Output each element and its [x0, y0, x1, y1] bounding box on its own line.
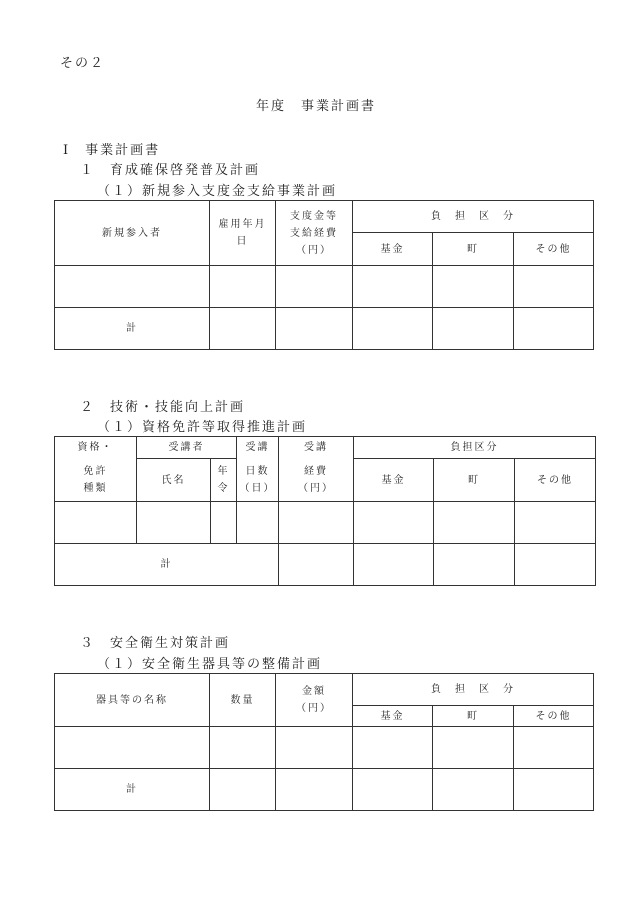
header-town: 町 — [433, 233, 514, 266]
header-burden: 負 担 区 分 — [353, 201, 594, 233]
table-cell[interactable] — [276, 308, 353, 350]
header-other: その他 — [514, 233, 594, 266]
header-burden: 負 担 区 分 — [353, 674, 594, 706]
table-cell[interactable] — [353, 308, 433, 350]
header-town: 町 — [433, 706, 514, 727]
table-cell[interactable] — [55, 266, 210, 308]
header-other: その他 — [515, 459, 596, 502]
table-cell[interactable] — [276, 769, 353, 811]
table-cell[interactable] — [353, 769, 433, 811]
total-row — [55, 544, 596, 586]
total-label: 計 — [55, 544, 279, 586]
header-days-cont: 日数 （日） — [237, 459, 279, 502]
table-cell[interactable] — [434, 544, 515, 586]
table-row — [55, 266, 594, 308]
total-row — [55, 308, 594, 350]
header-days: 受講 — [237, 437, 279, 459]
table-cell[interactable] — [55, 502, 137, 544]
section-1-1-heading: （１）新規参入支度金支給事業計画 — [97, 184, 338, 199]
table-cell[interactable] — [137, 502, 211, 544]
header-fund: 基金 — [353, 706, 433, 727]
table-cell[interactable] — [433, 266, 514, 308]
section-2-1-heading: （１）資格免許等取得推進計画 — [97, 420, 308, 435]
header-license-type: 資格・ — [55, 437, 137, 459]
table-cell[interactable] — [353, 266, 433, 308]
section-3-1-heading: （１）安全衛生器具等の整備計画 — [97, 657, 323, 672]
page-title: 年度 事業計画書 — [256, 99, 377, 114]
section-3-heading: ３ 安全衛生対策計画 — [80, 636, 231, 651]
header-town: 町 — [434, 459, 515, 502]
table-cell[interactable] — [210, 266, 276, 308]
safety-equipment-table — [54, 673, 594, 811]
table-cell[interactable] — [210, 727, 276, 769]
license-acquisition-table — [54, 436, 596, 586]
header-burden: 負担区分 — [354, 437, 596, 459]
table-cell[interactable] — [210, 308, 276, 350]
page-label: その２ — [60, 56, 106, 71]
header-training-cost-cont: 経費 （円） — [279, 459, 354, 502]
table-cell[interactable] — [276, 266, 353, 308]
table-cell[interactable] — [433, 308, 514, 350]
table-cell[interactable] — [354, 502, 434, 544]
table-cell[interactable] — [514, 308, 594, 350]
total-label: 計 — [55, 308, 210, 350]
header-equipment-name: 器具等の名称 — [55, 674, 210, 727]
section-1-heading: １ 育成確保啓発普及計画 — [80, 163, 261, 178]
header-trainee: 受講者 — [137, 437, 237, 459]
table-row — [55, 502, 596, 544]
section-main-heading: Ⅰ 事業計画書 — [63, 143, 161, 158]
table-cell[interactable] — [433, 769, 514, 811]
header-license-type-cont: 免許 種類 — [55, 459, 137, 502]
table-cell[interactable] — [55, 727, 210, 769]
table-cell[interactable] — [237, 502, 279, 544]
table-cell[interactable] — [514, 769, 594, 811]
header-fund: 基金 — [353, 233, 433, 266]
table-cell[interactable] — [354, 544, 434, 586]
header-name: 氏名 — [137, 459, 211, 502]
table-cell[interactable] — [433, 727, 514, 769]
header-newcomer: 新規参入者 — [55, 201, 210, 266]
header-training-cost: 受講 — [279, 437, 354, 459]
table-cell[interactable] — [211, 502, 237, 544]
newcomer-allowance-table — [54, 200, 594, 350]
header-allowance-cost: 支度金等 支給経費 （円） — [276, 201, 353, 266]
header-other: その他 — [514, 706, 594, 727]
table-cell[interactable] — [279, 502, 354, 544]
table-cell[interactable] — [515, 544, 596, 586]
table-row — [55, 727, 594, 769]
header-fund: 基金 — [354, 459, 434, 502]
header-amount: 金額 （円） — [276, 674, 353, 727]
header-hire-date: 雇用年月 日 — [210, 201, 276, 266]
section-2-heading: ２ 技術・技能向上計画 — [80, 400, 246, 415]
total-row — [55, 769, 594, 811]
total-label: 計 — [55, 769, 210, 811]
header-age: 年 令 — [211, 459, 237, 502]
table-cell[interactable] — [276, 727, 353, 769]
table-cell[interactable] — [515, 502, 596, 544]
table-cell[interactable] — [279, 544, 354, 586]
header-quantity: 数量 — [210, 674, 276, 727]
table-cell[interactable] — [210, 769, 276, 811]
table-cell[interactable] — [353, 727, 433, 769]
table-cell[interactable] — [514, 266, 594, 308]
table-cell[interactable] — [514, 727, 594, 769]
table-cell[interactable] — [434, 502, 515, 544]
